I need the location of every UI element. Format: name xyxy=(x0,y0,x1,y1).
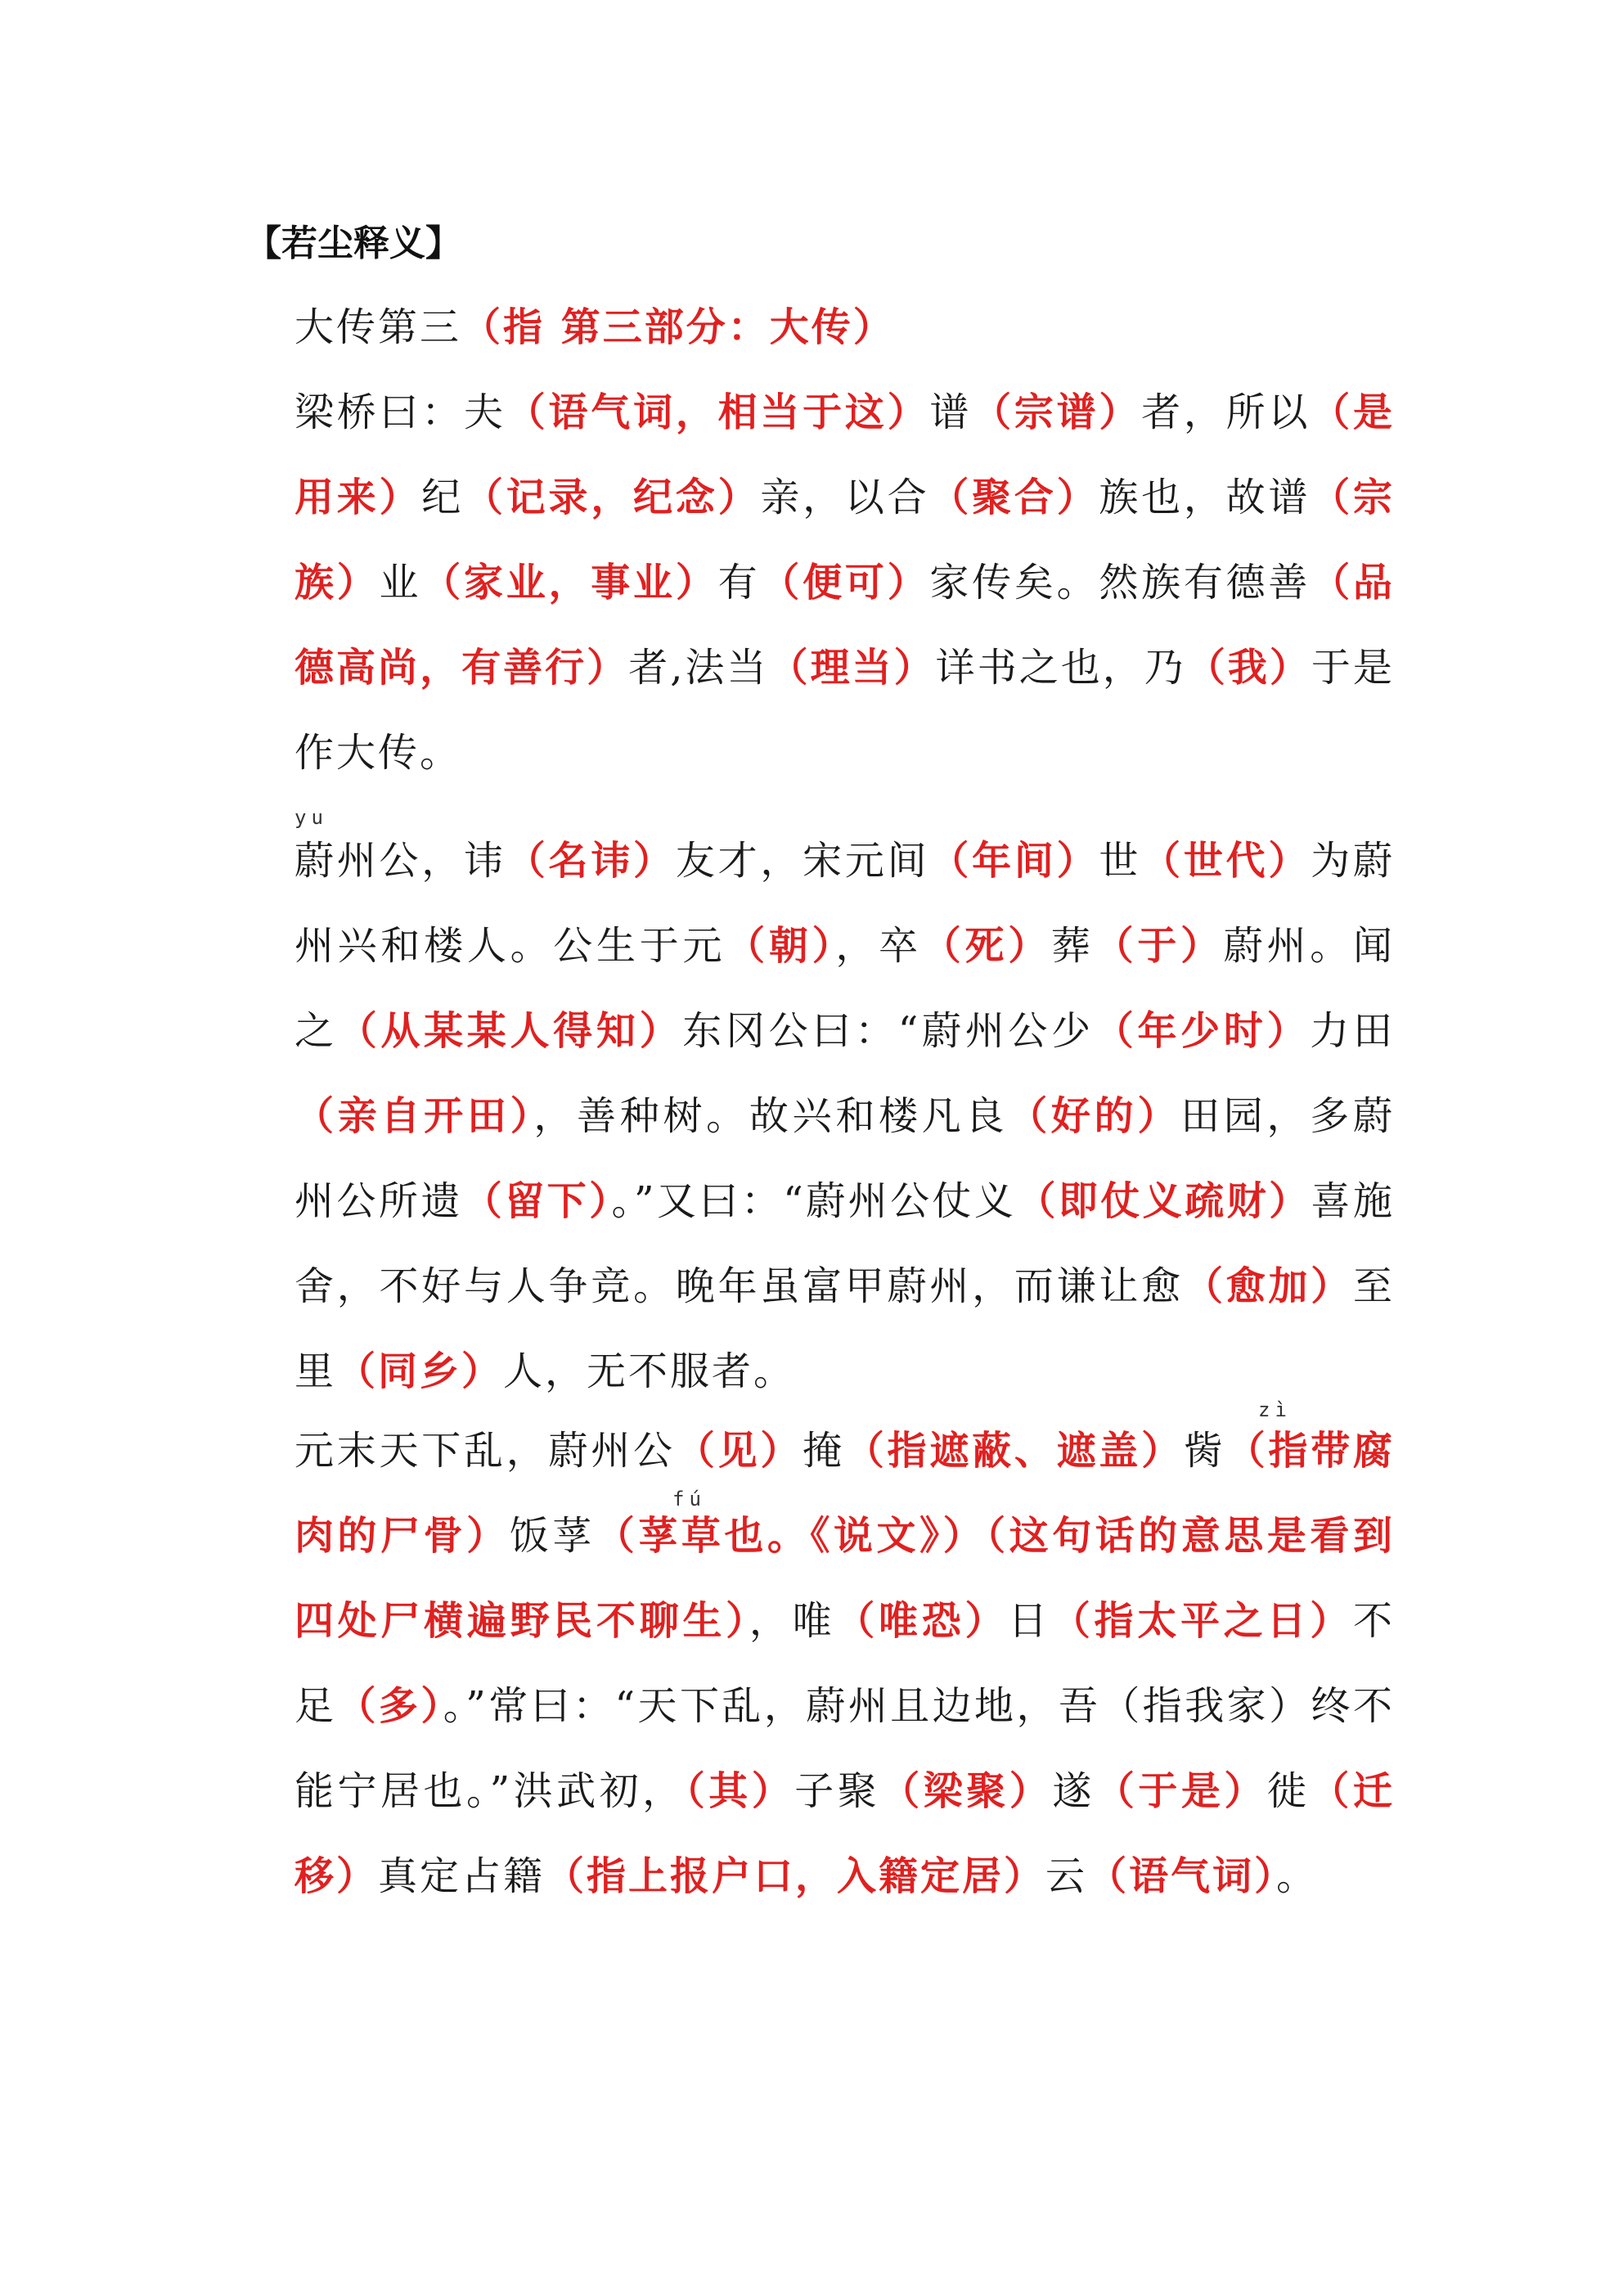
source-text: 胔 xyxy=(1183,1428,1226,1474)
source-text: ，善种树。故兴和楼凡良 xyxy=(533,1093,1009,1139)
source-text: 元末天下乱，蔚州公 xyxy=(294,1428,676,1474)
annotation-text: （留下） xyxy=(462,1178,612,1224)
source-text: 纪 xyxy=(421,475,465,520)
annotation-text: （指遮蔽、遮盖） xyxy=(844,1428,1184,1474)
annotation-text: （见） xyxy=(675,1428,803,1474)
source-text: 蔚州。闻之 xyxy=(294,923,1395,1054)
annotation-text: （指上报户口，入籍定居） xyxy=(545,1853,1046,1899)
source-text: 徙 xyxy=(1266,1768,1311,1814)
annotation-text: （好的） xyxy=(1008,1093,1181,1139)
annotation-text: （莩草也。《说文》）（这句话的意思是看到四处尸横遍野民不聊生） xyxy=(294,1513,1395,1644)
source-text: 详书之也，乃 xyxy=(935,645,1186,691)
source-text: 梁桥曰：夫 xyxy=(294,389,506,435)
source-text: 至里 xyxy=(294,1263,1395,1394)
source-text: 田园，多蔚州公所遗 xyxy=(294,1093,1395,1224)
source-text: 力田 xyxy=(1310,1008,1395,1054)
source-text: 者,法当 xyxy=(628,645,769,691)
source-text: 友才，宋元间 xyxy=(675,838,930,884)
source-text: ，卒 xyxy=(835,923,922,969)
source-text: 子聚 xyxy=(794,1768,881,1814)
paragraph-weizhou-gong xyxy=(294,818,1395,1414)
annotation-text: （品德高尚，有善行） xyxy=(294,560,1395,691)
source-text: 大传第三 xyxy=(294,304,462,350)
annotation-text: （即仗义疏财） xyxy=(1016,1178,1311,1224)
source-text: 真定占籍 xyxy=(378,1853,546,1899)
annotation-text: （语气词） xyxy=(1087,1853,1277,1899)
source-text: 遂 xyxy=(1052,1768,1095,1814)
annotation-text: （愈加） xyxy=(1183,1263,1353,1309)
source-text: 掩 xyxy=(803,1428,845,1474)
pinyin-annotation-yu: yu xyxy=(294,806,328,829)
annotation-text: （从某某人得知） xyxy=(337,1008,683,1054)
source-text: 不足 xyxy=(294,1598,1395,1729)
annotation-text: （语气词，相当于这） xyxy=(506,389,930,435)
pinyin-annotation-zi: zì xyxy=(1258,1398,1292,1421)
annotation-text: （同乡） xyxy=(336,1348,504,1394)
paragraph-yuan-end xyxy=(294,1408,1395,1919)
pinyin-annotation-fu: fú xyxy=(672,1488,706,1510)
source-text: 。”又曰：“蔚州公仗义 xyxy=(611,1178,1017,1224)
source-text: ，唯 xyxy=(749,1598,836,1644)
annotation-text: （死） xyxy=(921,923,1051,969)
annotation-text: （指 第三部分：大传） xyxy=(461,304,895,350)
source-text: 蔚州公，讳 xyxy=(294,838,506,884)
source-text: 者，所以 xyxy=(1141,389,1311,435)
annotation-text: （聚合） xyxy=(929,475,1099,520)
annotation-text: （指太平之日） xyxy=(1050,1598,1353,1644)
source-text: 喜施舍，不好与人争竞。晚年虽富甲蔚州，而谦让愈 xyxy=(294,1178,1395,1309)
section-heading: 【若尘释义】 xyxy=(245,223,461,264)
annotation-text: （宗族） xyxy=(294,475,1395,606)
source-text: 云 xyxy=(1045,1853,1088,1899)
annotation-text: （梁聚） xyxy=(880,1768,1053,1814)
annotation-text: （名讳） xyxy=(506,838,676,884)
annotation-text: （其） xyxy=(685,1768,795,1814)
source-text: 世 xyxy=(1099,838,1142,884)
source-text: 家传矣。然族有德善 xyxy=(929,560,1311,606)
source-text: 。”常曰：“天下乱，蔚州且边地，吾（指我家）终不能宁居也。”洪武初， xyxy=(294,1683,1395,1814)
annotation-text: （宗谱） xyxy=(972,389,1142,435)
source-text: 亲，以合 xyxy=(760,475,930,520)
annotation-text: （我） xyxy=(1185,645,1311,691)
source-text: 日 xyxy=(1008,1598,1051,1644)
annotation-text: （迁移） xyxy=(294,1768,1395,1899)
annotation-text: （亲自开田） xyxy=(294,1093,534,1139)
annotation-text: （记录，纪念） xyxy=(464,475,761,520)
annotation-text: （唯恐） xyxy=(835,1598,1009,1644)
source-text: 为蔚州兴和楼人。公生于元 xyxy=(294,838,1395,969)
annotation-text: （理当） xyxy=(768,645,936,691)
annotation-text: （家业，事业） xyxy=(421,560,718,606)
source-text: 族也，故谱 xyxy=(1099,475,1311,520)
source-text: 。 xyxy=(1276,1853,1319,1899)
source-text: 业 xyxy=(379,560,422,606)
annotation-text: （朝） xyxy=(726,923,836,969)
annotation-text: （指带腐肉的尸骨） xyxy=(294,1428,1395,1559)
source-text: 饭莩 xyxy=(509,1513,596,1559)
source-text: 葬 xyxy=(1050,923,1095,969)
annotation-text: （世代） xyxy=(1141,838,1311,884)
annotation-text: （于是） xyxy=(1095,1768,1267,1814)
annotation-text: （便可） xyxy=(760,560,930,606)
paragraph-intro xyxy=(294,370,1395,795)
annotation-text: （于） xyxy=(1094,923,1224,969)
source-text: 于是作大传。 xyxy=(294,645,1395,776)
source-text: 东冈公曰：“蔚州公少 xyxy=(682,1008,1095,1054)
annotation-text: （年间） xyxy=(929,838,1099,884)
annotation-text: （年少时） xyxy=(1094,1008,1311,1054)
paragraph-title xyxy=(294,285,1395,370)
annotation-text: （是用来） xyxy=(294,389,1395,520)
source-text: 人，无不服者。 xyxy=(503,1348,796,1394)
source-text: 谱 xyxy=(929,389,973,435)
source-text: 有 xyxy=(717,560,761,606)
annotation-text: （多） xyxy=(336,1683,443,1729)
